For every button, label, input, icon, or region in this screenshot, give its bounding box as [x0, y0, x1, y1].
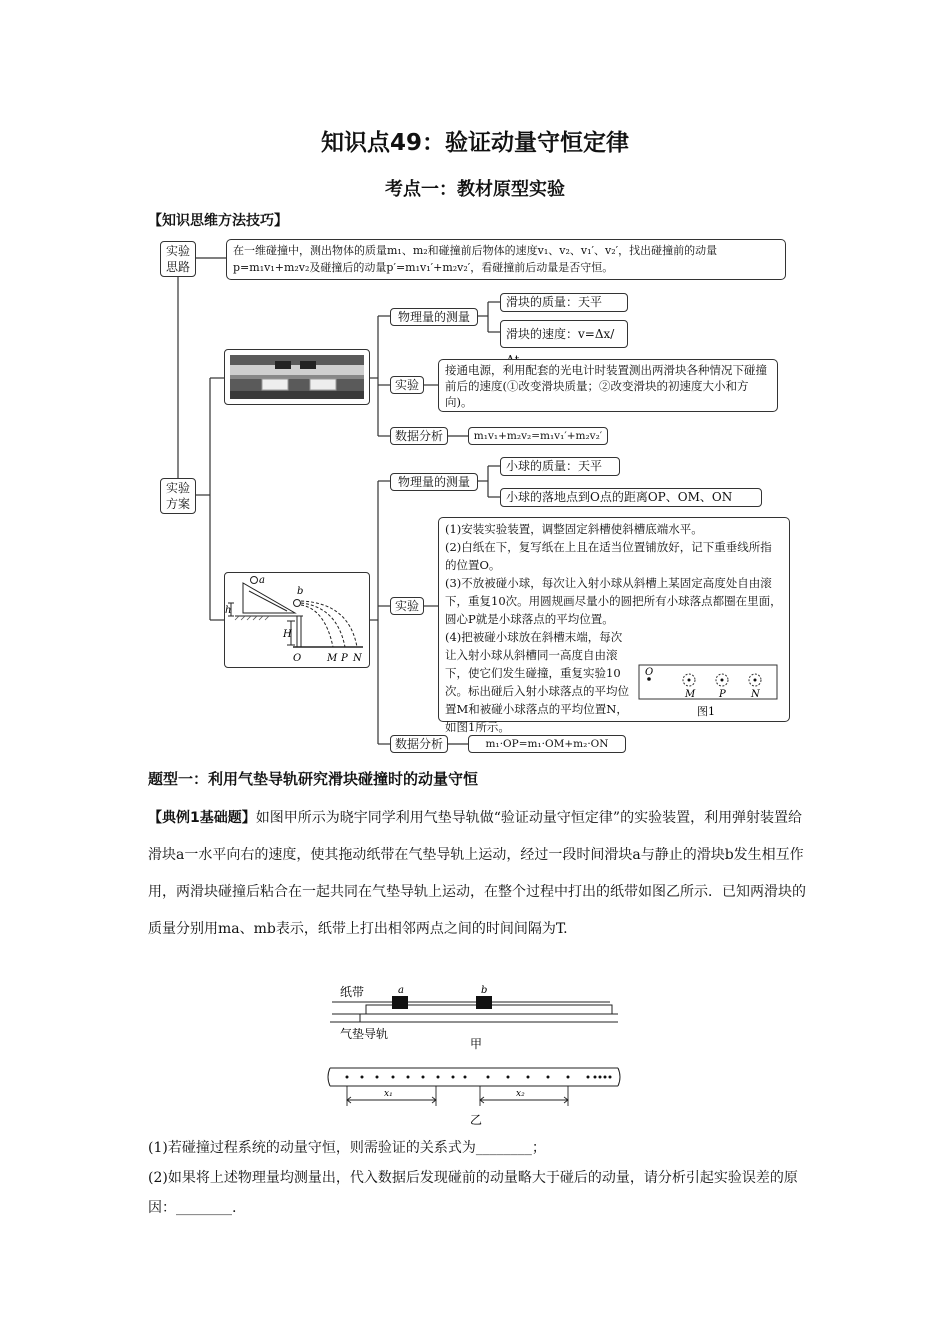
a-exp-label: 实验 — [390, 376, 424, 394]
fig1-P: P — [719, 689, 726, 700]
section-label: 【知识思维方法技巧】 — [148, 213, 288, 229]
label-b: b — [297, 586, 304, 597]
a-exp-text: 接通电源，利用配套的光电计时装置测出两滑块各种情况下碰撞前后的速度(①改变滑块质量；②改变滑块的初速度大小和方向)。 — [438, 359, 778, 412]
example-tag: 【典例1基础题】 — [148, 810, 256, 826]
caption-yi: 乙 — [470, 1113, 483, 1127]
b-exp-label: 实验 — [390, 597, 424, 615]
slider-a-block — [392, 996, 408, 1009]
b-data-label: 数据分析 — [390, 735, 448, 753]
page-title: 知识点49：验证动量守恒定律 — [320, 130, 629, 156]
fig1-N: N — [751, 689, 760, 700]
x2-label: x₂ — [516, 1089, 525, 1099]
a-speed: 滑块的速度：v=Δx/ — [500, 320, 628, 348]
fig1-M: M — [685, 689, 696, 700]
b-mass: 小球的质量：天平 — [500, 457, 620, 476]
question-1: (1)若碰撞过程系统的动量守恒，则需验证的关系式为________； — [148, 1140, 546, 1156]
b-dist: 小球的落地点到O点的距离OP、OM、ON — [500, 488, 762, 507]
label-O: O — [293, 653, 302, 664]
figure-1 — [635, 663, 783, 720]
idea-text: 在一维碰撞中，测出物体的质量m₁、m₂和碰撞前后物体的速度v₁、v₂、v₁′、v₂′，找出碰撞前的动量p=m₁v₁+m₂v₂及碰撞后的动量p′=m₁v₁′+m₂v₂′，看碰撞前后动量是否守恒。 — [226, 239, 786, 280]
b-measure-label: 物理量的测量 — [390, 473, 478, 491]
label-H: H — [283, 629, 292, 640]
label-M: M — [327, 653, 338, 664]
figure-1-drawing — [635, 663, 783, 720]
air-track-photo — [230, 355, 364, 399]
b-step-3: (3)不放被碰小球，每次让入射小球从斜槽上某固定高度处自由滚下，重复10次。用圆规画尽量小的圆把所有小球落点都圈在里面，圆心P就是小球落点的平均位置。 — [445, 576, 782, 626]
incline-apparatus-frame — [224, 572, 370, 668]
tape-dots — [346, 1076, 612, 1079]
air-track-figure — [320, 984, 630, 1129]
a-data-label: 数据分析 — [390, 427, 448, 445]
b-step-4: (4)把被碰小球放在斜槽末端，每次让入射小球从斜槽同一高度自由滚下，使它们发生碰撞，重复实验10次。标出碰后入射小球落点的平均位置M和被碰小球落点的平均位置N，如图1所示。 — [445, 630, 629, 734]
a-mass: 滑块的质量：天平 — [500, 293, 628, 312]
b-formula: m₁·OP=m₁·OM+m₂·ON — [468, 735, 626, 753]
b-step-2: (2)白纸在下，复写纸在上且在适当位置铺放好，记下重垂线所指的位置O。 — [445, 540, 772, 572]
b-step-1: (1)安装实验装置，调整固定斜槽使斜槽底端水平。 — [445, 522, 703, 536]
fig1-caption: 图1 — [697, 705, 715, 718]
idea-label: 实验思路 — [160, 241, 196, 277]
x1-label: x₁ — [384, 1089, 393, 1099]
label-a: a — [259, 575, 265, 586]
question-2: (2)如果将上述物理量均测量出，代入数据后发现碰前的动量略大于碰后的动量，请分析引起实验误差的原因：________. — [148, 1170, 798, 1216]
incline-apparatus — [225, 573, 369, 667]
label-h: h — [225, 605, 232, 616]
slider-a-label: a — [398, 985, 404, 996]
tape-label: 纸带 — [340, 985, 365, 999]
fig1-O: O — [645, 667, 654, 678]
a-formula: m₁v₁+m₂v₂=m₁v₁′+m₂v₂′ — [468, 427, 608, 445]
caption-jia: 甲 — [470, 1037, 483, 1051]
page-subtitle: 考点一：教材原型实验 — [385, 179, 565, 200]
air-track-photo-frame — [224, 349, 370, 405]
a-measure-label: 物理量的测量 — [390, 308, 478, 326]
example-text: 如图甲所示为晓宇同学利用气垫导轨做“验证动量守恒定律”的实验装置，利用弹射装置给滑块a一水平向右的速度，使其拖动纸带在气垫导轨上运动，经过一段时间滑块a与静止的滑块b发生相互作用，两滑块碰撞后粘合在一起共同在气垫导轨上运动，在整个过程中打出的纸带如图乙所示．已知两滑块的质量分别用ma、mb表示，纸带上打出相邻两点之间的时间间隔为T. — [148, 810, 806, 937]
plan-label: 实验方案 — [160, 478, 196, 514]
slider-b-block — [476, 996, 492, 1009]
slider-b-label: b — [481, 985, 488, 996]
b-exp-box — [438, 517, 790, 734]
label-P: P — [341, 653, 348, 664]
example-paragraph — [148, 800, 808, 948]
label-N: N — [353, 653, 362, 664]
question-heading: 题型一：利用气垫导轨研究滑块碰撞时的动量守恒 — [148, 770, 479, 788]
rail-label: 气垫导轨 — [340, 1027, 389, 1041]
